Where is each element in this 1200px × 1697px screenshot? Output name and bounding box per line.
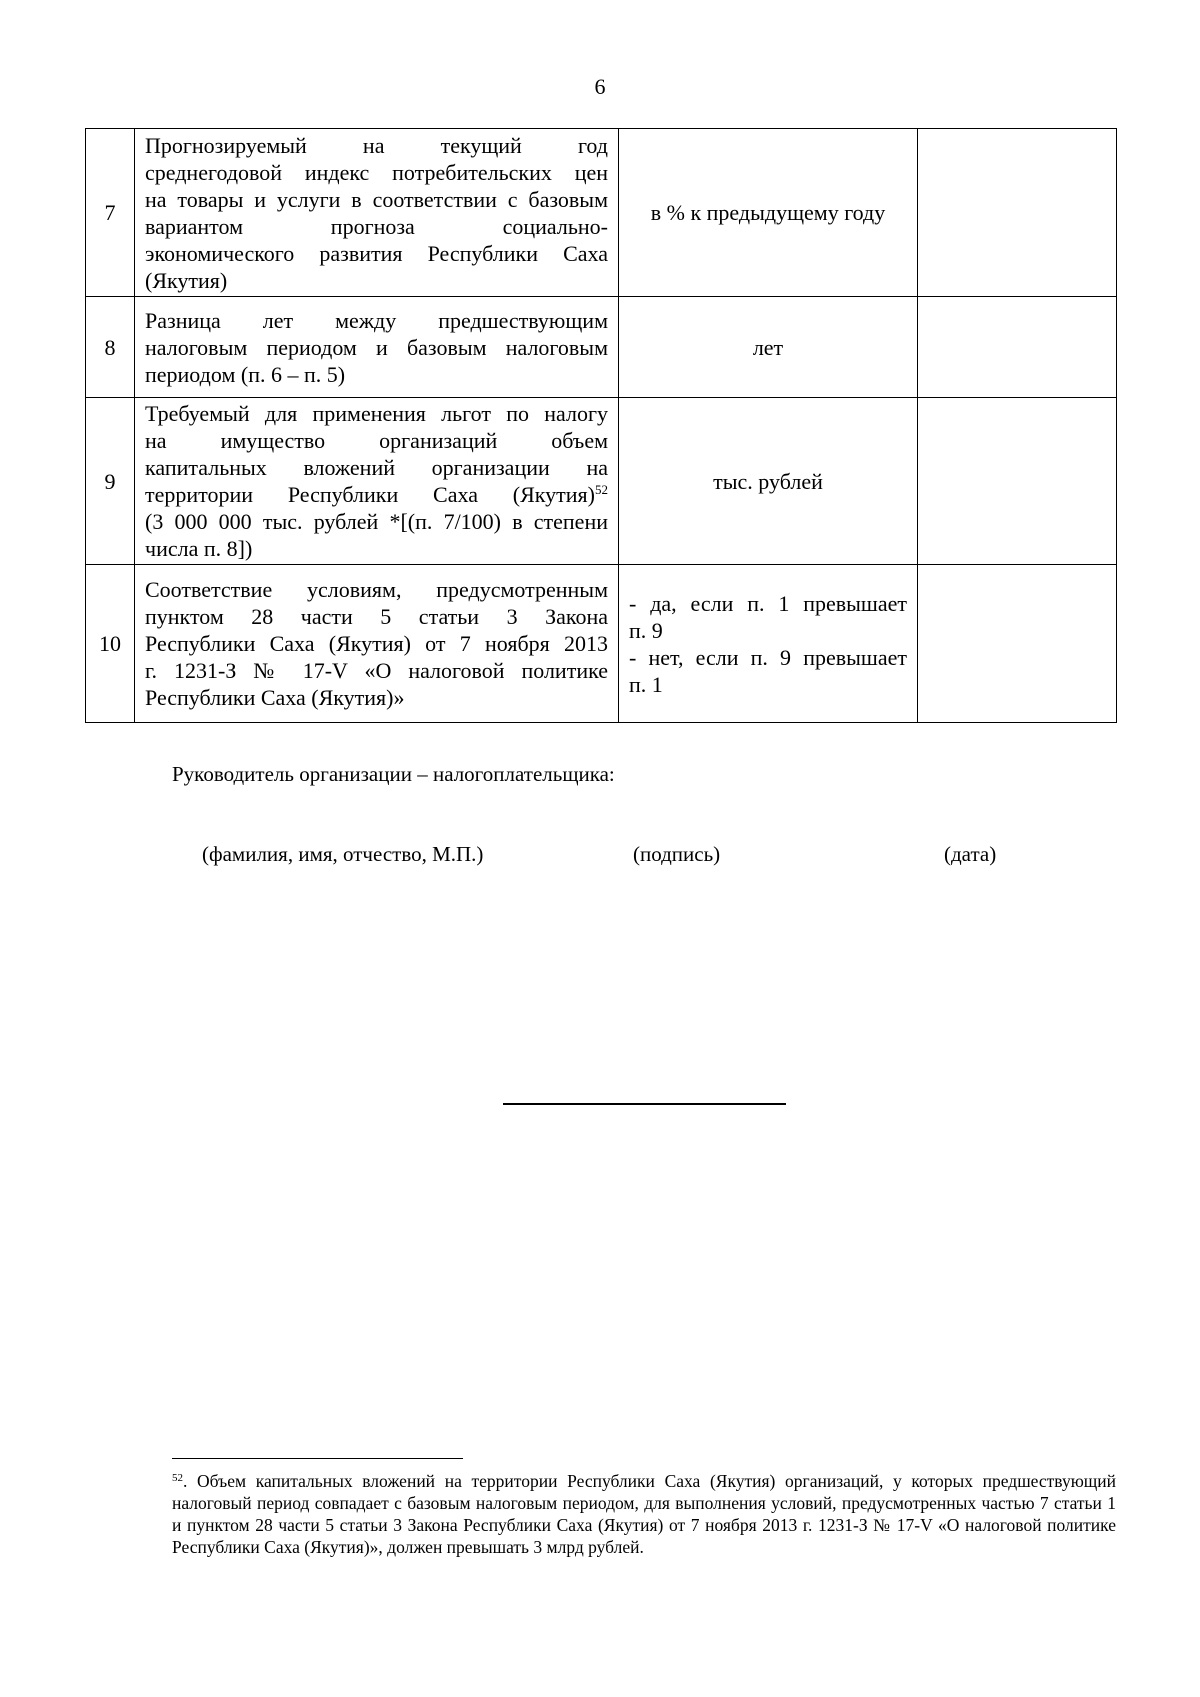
footnote-rule: [172, 1458, 463, 1459]
description-line: периодом (п. 6 – п. 5): [145, 361, 346, 387]
description-line: капитальных вложений организации на: [145, 455, 608, 480]
footnote-text: . Объем капитальных вложений на территории Республики Саха (Якутия) организаций, у которых предшествующий налоговый период совпадает с базовым налоговым периодом, для выполнения условий, предусмотренных частью 7 статьи 1 и пунктом 28 части 5 статьи 3 Закона Республики Саха (Якутия) от 7 ноября 2013 г. 1231-З № 17-V «О налоговой политике Республики Саха (Якутия)», должен превышать 3 млрд рублей.: [172, 1471, 1116, 1557]
row-number: 10: [86, 565, 135, 723]
footnote-mark: 52: [172, 1472, 183, 1484]
date-label: (дата): [944, 842, 997, 866]
table-row: [86, 129, 1117, 297]
unit-line: п. 1: [629, 671, 663, 697]
row-description: [135, 398, 619, 565]
description-line: Соответствие условиям, предусмотренным: [145, 577, 608, 602]
footnote: [172, 1470, 1116, 1558]
row-unit: в % к предыдущему году: [619, 129, 918, 297]
description-line: г. 1231-З № 17-V «О налоговой политике: [145, 658, 608, 683]
unit-line: п. 9: [629, 617, 663, 643]
footnote-reference: 52: [595, 482, 608, 497]
row-value: [918, 129, 1117, 297]
description-line: [145, 481, 608, 508]
row-description: [135, 565, 619, 723]
row-value: [918, 398, 1117, 565]
description-line: Республики Саха (Якутия)»: [145, 685, 405, 710]
description-line: вариантом прогноза социально-: [145, 213, 608, 239]
divider-line: [503, 1103, 786, 1105]
page-number: 6: [594, 74, 606, 99]
description-line: экономического развития Республики Саха: [145, 240, 608, 266]
description-line: Прогнозируемый на текущий год: [145, 132, 608, 158]
row-unit: [619, 565, 918, 723]
unit-line: - да, если п. 1 превышает: [629, 590, 907, 616]
description-line: (Якутия): [145, 267, 228, 293]
row-number: 8: [86, 297, 135, 398]
row-unit: тыс. рублей: [619, 398, 918, 565]
row-number: 7: [86, 129, 135, 297]
row-description: [135, 297, 619, 398]
unit-line: - нет, если п. 9 превышает: [629, 644, 907, 670]
table-row: [86, 297, 1117, 398]
signature-label: (подпись): [633, 842, 721, 866]
description-line: Требуемый для применения льгот по налогу: [145, 401, 608, 426]
description-line: на имущество организаций объем: [145, 428, 608, 453]
description-line: Республики Саха (Якутия) от 7 ноября 2013: [145, 631, 608, 656]
description-line: пунктом 28 части 5 статьи 3 Закона: [145, 604, 608, 629]
description-line: среднегодовой индекс потребительских цен: [145, 159, 608, 185]
description-line: Разница лет между предшествующим: [145, 307, 608, 333]
row-description: [135, 129, 619, 297]
description-line: числа п. 8]): [145, 536, 253, 561]
row-unit: лет: [619, 297, 918, 398]
row-number: 9: [86, 398, 135, 565]
name-label: (фамилия, имя, отчество, М.П.): [202, 842, 484, 866]
signer-label: Руководитель организации – налогоплательщика:: [172, 762, 615, 786]
description-line: (3 000 000 тыс. рублей *[(п. 7/100) в степени: [145, 509, 608, 534]
row-value: [918, 297, 1117, 398]
description-text: территории Республики Саха (Якутия): [145, 482, 595, 507]
parameters-table: [85, 128, 1117, 723]
table-row: [86, 398, 1117, 565]
row-value: [918, 565, 1117, 723]
description-line: налоговым периодом и базовым налоговым: [145, 334, 608, 360]
table-row: [86, 565, 1117, 723]
description-line: на товары и услуги в соответствии с базовым: [145, 186, 608, 212]
